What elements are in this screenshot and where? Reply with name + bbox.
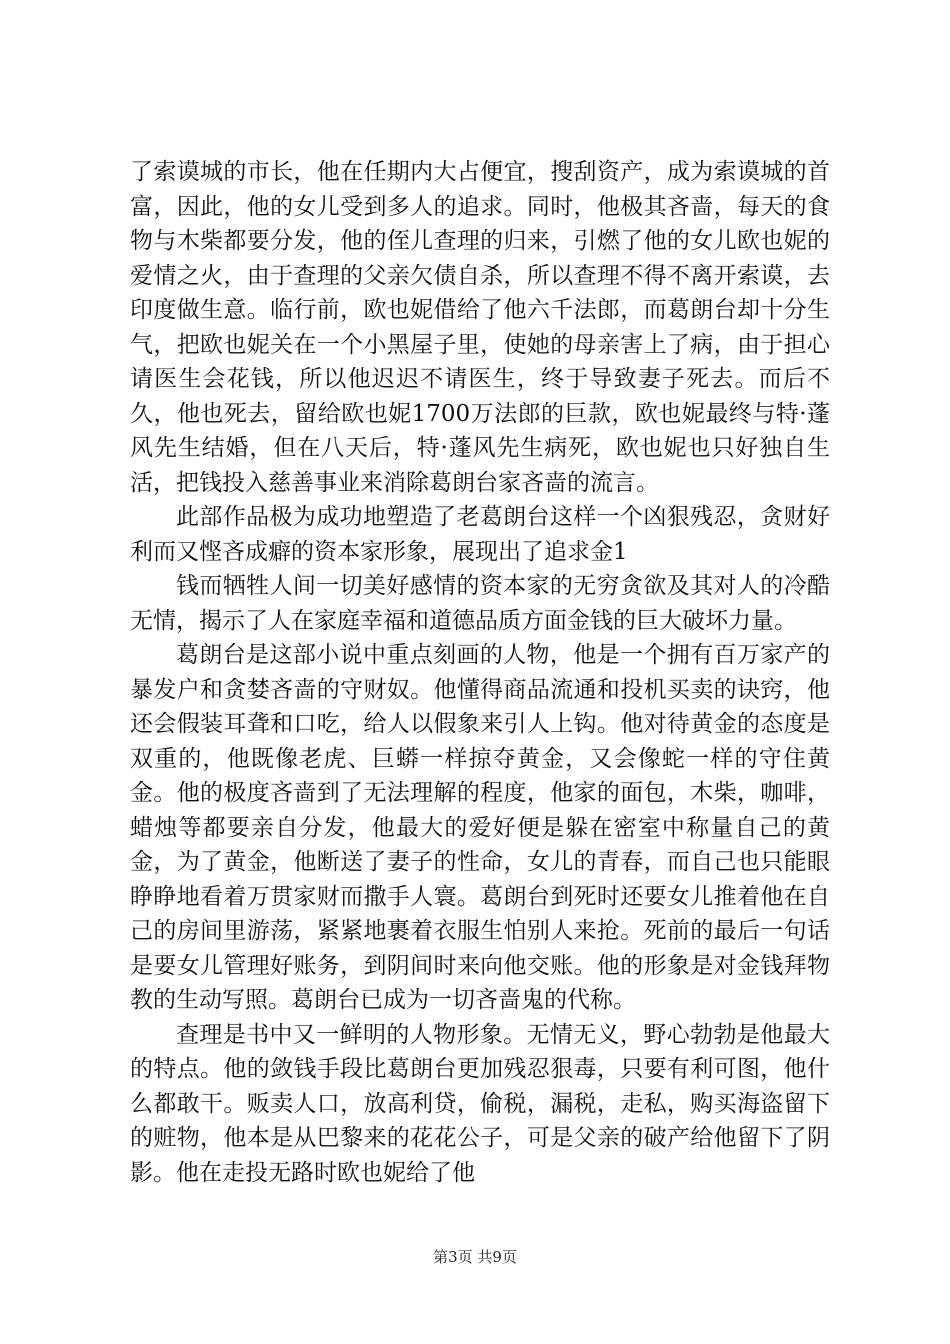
paragraph-3: 钱而牺牲人间一切美好感情的资本家的无穷贪欲及其对人的冷酷无情，揭示了人在家庭幸福和道德品质方面金钱的巨大破坏力量。	[130, 573, 830, 634]
body-text	[130, 155, 830, 1190]
paragraph-5: 查理是书中又一鲜明的人物形象。无情无义，野心勃勃是他最大的特点。他的敛钱手段比葛朗台更加残忍狠毒，只要有利可图，他什么都敢干。贩卖人口，放高利贷，偷税，漏税，走私，购买海盗留下的赃物，他本是从巴黎来的花花公子，可是父亲的破产给他留下了阴影。他在走投无路时欧也妮给了他	[130, 1021, 830, 1186]
paragraph-1: 了索谟城的市长，他在任期内大占便宜，搜刮资产，成为索谟城的首富，因此，他的女儿受到多人的追求。同时，他极其吝啬，每天的食物与木柴都要分发，他的侄儿查理的归来，引燃了他的女儿欧也妮的爱情之火，由于查理的父亲欠债自杀，所以查理不得不离开索谟，去印度做生意。临行前，欧也妮借给了他六千法郎，而葛朗台却十分生气，把欧也妮关在一个小黑屋子里，使她的母亲害上了病，由于担心请医生会花钱，所以他迟迟不请医生，终于导致妻子死去。而后不久，他也死去，留给欧也妮1700万法郎的巨款，欧也妮最终与特·蓬风先生结婚，但在八天后，特·蓬风先生病死，欧也妮也只好独自生活，把钱投入慈善事业来消除葛朗台家吝啬的流言。	[130, 159, 830, 496]
page-footer: 第3页 共9页	[433, 1248, 517, 1266]
paragraph-2: 此部作品极为成功地塑造了老葛朗台这样一个凶狠残忍，贪财好利而又悭吝成癖的资本家形象，展现出了追求金1	[130, 504, 830, 565]
paragraph-4: 葛朗台是这部小说中重点刻画的人物，他是一个拥有百万家产的暴发户和贪婪吝啬的守财奴。他懂得商品流通和投机买卖的诀窍，他还会假装耳聋和口吃，给人以假象来引人上钩。他对待黄金的态度是双重的，他既像老虎、巨蟒一样掠夺黄金，又会像蛇一样的守住黄金。他的极度吝啬到了无法理解的程度，他家的面包，木柴，咖啡，蜡烛等都要亲自分发，他最大的爱好便是躲在密室中称量自己的黄金，为了黄金，他断送了妻子的性命，女儿的青春，而自己也只能眼睁睁地看着万贯家财而撒手人寰。葛朗台到死时还要女儿推着他在自己的房间里游荡，紧紧地裹着衣服生怕别人来抢。死前的最后一句话是要女儿管理好账务，到阴间时来向他交账。他的形象是对金钱拜物教的生动写照。葛朗台已成为一切吝啬鬼的代称。	[130, 642, 830, 1013]
